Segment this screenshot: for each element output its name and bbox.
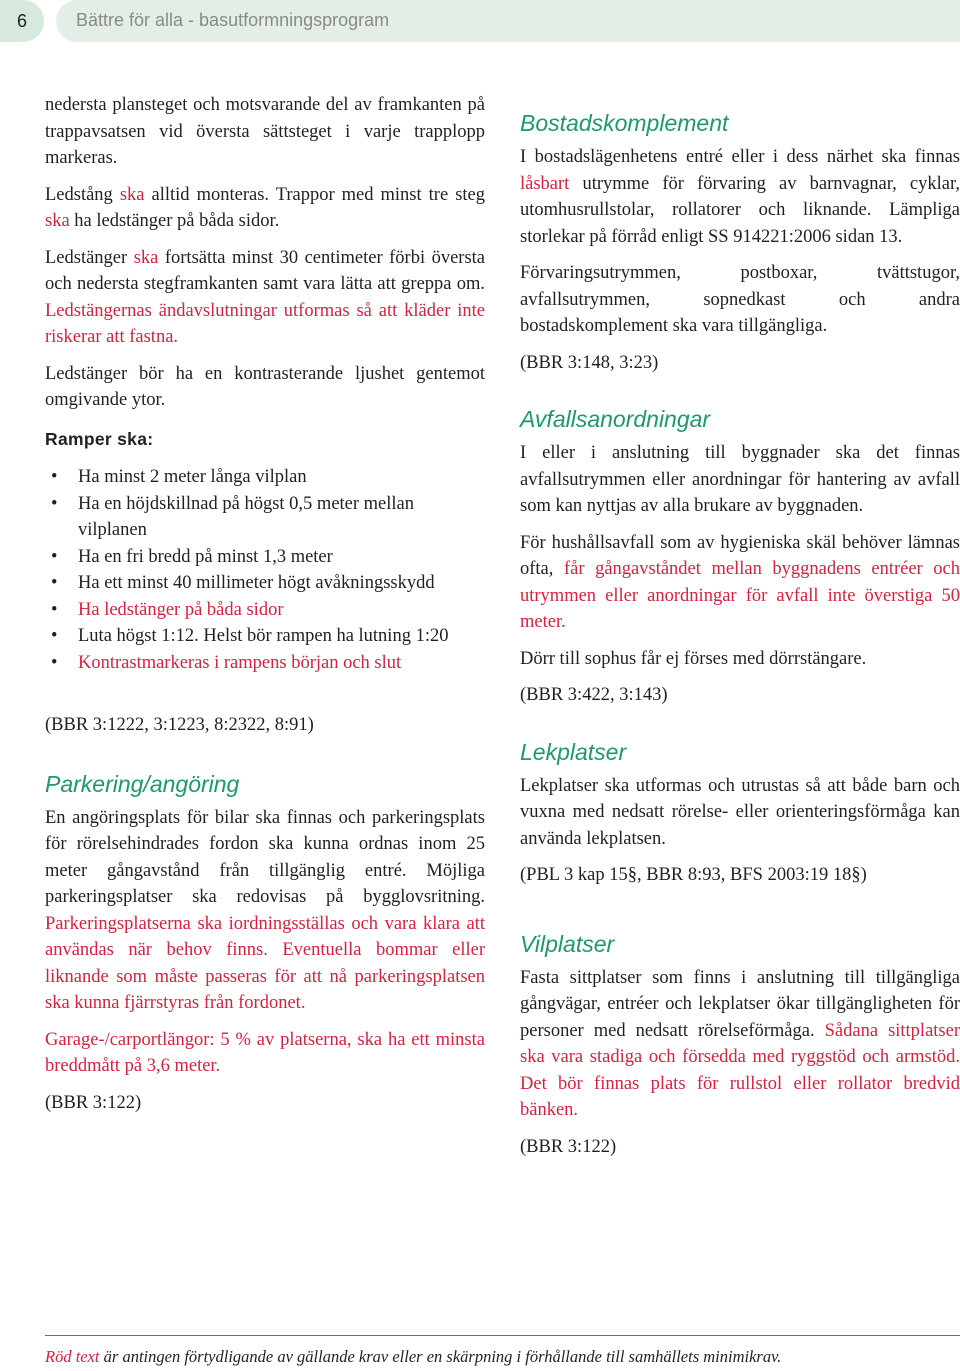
list-item: • Luta högst 1:12. Helst bör rampen ha lutning 1:20 xyxy=(51,626,449,646)
page-number: 6 xyxy=(0,0,44,42)
handrail-contrast-paragraph: Ledstänger bör ha en kontrasterande ljushet gentemot omgivande ytor. xyxy=(45,363,485,410)
avfall-distance-paragraph: För hushållsavfall som av hygieniska skäl behöver lämnas ofta, får gångavståndet mellan byggnadens entréer och utrymmen eller anordningar för avfall inte överstiga 50 meter. xyxy=(520,532,960,632)
document-title: Bättre för alla - basutformningsprogram xyxy=(76,10,390,30)
list-item: • Ha minst 2 meter långa vilplan xyxy=(51,467,307,487)
left-column xyxy=(45,92,485,1126)
lek-heading: Lekplatser xyxy=(520,738,627,765)
handrail-extension-paragraph: Ledstänger ska fortsätta minst 30 centimeter förbi översta och nedersta stegframkanten samt vara lätta att greppa om. Ledstängernas ändavslutningar utformas så att kläder inte riskerar att fastna. xyxy=(45,247,485,347)
right-column xyxy=(520,108,960,1170)
bostad-storage-paragraph: I bostadslägenhetens entré eller i dess närhet ska finnas låsbart utrymme för förvaring av barnvagnar, cyklar, utomhusrullstolar, rollatorer och liknande. Lämpliga storlekar på förråd enligt SS 914221:2006 sidan 13. xyxy=(520,147,960,247)
ramps-heading: Ramper ska: xyxy=(45,428,154,449)
list-item: • Ha en fri bredd på minst 1,3 meter xyxy=(51,546,333,567)
vil-heading: Vilplatser xyxy=(520,930,615,957)
list-item: • Kontrastmarkeras i rampens början och slut xyxy=(51,652,402,673)
lek-paragraph: Lekplatser ska utformas och utrustas så att både barn och vuxna med nedsatt rörelse- eller orienteringsförmåga kan använda lekplatsen. xyxy=(520,775,960,849)
list-item: • Ha ett minst 40 millimeter högt avåkningsskydd xyxy=(51,573,435,593)
avfall-door-paragraph: Dörr till sophus får ej förses med dörrstängare. xyxy=(520,648,867,669)
bostad-heading: Bostadskomplement xyxy=(520,110,729,136)
lek-reference: (PBL 3 kap 15§, BBR 8:93, BFS 2003:19 18§) xyxy=(520,865,867,885)
footnote-red-text: Röd text xyxy=(45,1347,100,1366)
ramps-list xyxy=(45,464,485,676)
avfall-heading: Avfallsanordningar xyxy=(520,406,711,432)
garage-paragraph: Garage-/carportlängor: 5 % av platserna, ska ha ett minsta breddmått på 3,6 meter. xyxy=(45,1029,485,1076)
avfall-paragraph: I eller i anslutning till byggnader ska det finnas avfallsutrymmen eller anordningar för hantering av avfall som kan nyttjas av alla brukare av byggnaden. xyxy=(520,443,960,516)
vil-reference: (BBR 3:122) xyxy=(520,1136,617,1157)
ramps-reference: (BBR 3:1222, 3:1223, 8:2322, 8:91) xyxy=(45,715,314,735)
page-header xyxy=(0,0,960,42)
parking-paragraph: En angöringsplats för bilar ska finnas och parkeringsplats för rörelsehindrades fordon ska kunna ordnas inom 25 meter gångavstånd från tillgänglig entré. Möjliga parkeringsplatser ska redovisas på bygglovsritning. Parkeringsplatserna ska iordningsställas och vara klara att användas när behov finns. Eventuella bommar eller liknande som måste passeras för att nå parkeringsplatsen ska kunna fjärrstyras från fordonet. xyxy=(45,807,485,1013)
list-item: • Ha ledstänger på båda sidor xyxy=(51,599,284,620)
list-item: • Ha en höjdskillnad på högst 0,5 meter mellan vilplanen xyxy=(51,493,415,540)
stairs-marking-paragraph: nedersta plansteget och motsvarande del av framkanten på trappavsatsen vid översta sättsteget i varje trapplopp markeras. xyxy=(45,95,485,168)
bostad-reference: (BBR 3:148, 3:23) xyxy=(520,352,659,373)
parking-heading: Parkering/angöring xyxy=(45,770,240,797)
bostad-access-paragraph: Förvaringsutrymmen, postboxar, tvättstugor, avfallsutrymmen, sopnedkast och andra bostadskomplement ska vara tillgängliga. xyxy=(520,263,960,336)
parking-reference: (BBR 3:122) xyxy=(45,1092,142,1113)
avfall-reference: (BBR 3:422, 3:143) xyxy=(520,685,668,705)
vil-paragraph: Fasta sittplatser som finns i anslutning till tillgängliga gångvägar, entréer och lekplatser ökar tillgängligheten för personer med nedsatt rörelseförmåga. Sådana sittplatser ska vara stadiga och försedda med ryggstöd och armstöd. Det bör finnas plats för rullstol eller rollator bredvid bänken. xyxy=(520,967,960,1120)
handrail-paragraph: Ledstång ska alltid monteras. Trappor med minst tre steg ska ha ledstänger på båda sidor. xyxy=(45,184,486,231)
footnote-text: är antingen förtydligande av gällande krav eller en skärpning i förhållande till samhällets minimikrav. xyxy=(99,1347,782,1366)
footnote xyxy=(45,1335,960,1368)
